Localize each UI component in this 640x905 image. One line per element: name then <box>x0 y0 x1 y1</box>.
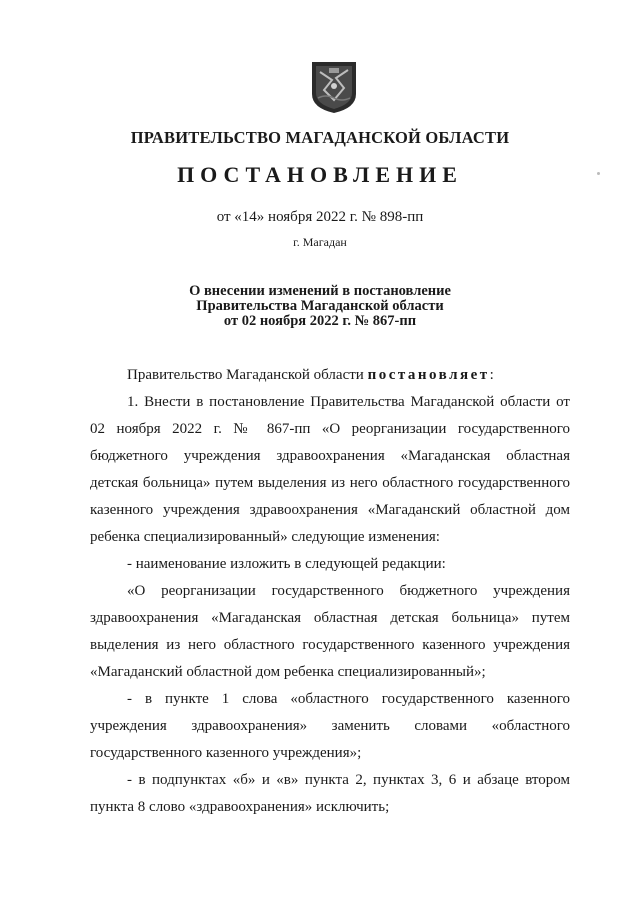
subject-line: О внесении изменений в постановление <box>189 283 451 299</box>
intro-paragraph <box>90 362 570 389</box>
document-body <box>90 362 570 821</box>
organization-title: ПРАВИТЕЛЬСТВО МАГАДАНСКОЙ ОБЛАСТИ <box>130 128 510 147</box>
document-date-number: от «14» ноября 2022 г. № 898-пп <box>216 209 424 225</box>
subject-line: Правительства Магаданской области <box>196 298 444 314</box>
paragraph-point-1-change: - в пункте 1 слова «областного государственного казенного учреждения здравоохранения» заменить словами «областного государственного казенного учреждения»; <box>90 691 570 761</box>
paragraph-name-change: - наименование изложить в следующей редакции: <box>127 556 446 572</box>
document-subject <box>140 284 500 329</box>
subject-line: от 02 ноября 2022 г. № 867-пп <box>223 313 417 329</box>
intro-prefix: Правительство Магаданской области <box>127 367 368 383</box>
intro-verb: постановляет <box>367 367 490 383</box>
paragraph-item-1: 1. Внести в постановление Правительства Магаданской области от 02 ноября 2022 г. № 867-пп «О реорганизации государственного бюджетного учреждения здравоохранения «Магаданская областная детская больница» путем выделения из него областного государственного казенного учреждения здравоохранения «Магаданский областной дом ребенка специализированный» следующие изменения: <box>90 394 570 545</box>
document-city: г. Магадан <box>293 235 347 249</box>
document-type: ПОСТАНОВЛЕНИЕ <box>177 162 463 187</box>
coat-of-arms-icon <box>310 60 358 115</box>
scan-mark <box>597 172 600 175</box>
paragraph-subpoints-change: - в подпунктах «б» и «в» пункта 2, пунктах 3, 6 и абзаце втором пункта 8 слово «здравоохранения» исключить; <box>90 772 570 815</box>
intro-suffix: : <box>489 367 494 383</box>
paragraph-new-title: «О реорганизации государственного бюджетного учреждения здравоохранения «Магаданская областная детская больница» путем выделения из него областного государственного казенного учреждения «Магаданский областной дом ребенка специализированный»; <box>90 583 570 680</box>
